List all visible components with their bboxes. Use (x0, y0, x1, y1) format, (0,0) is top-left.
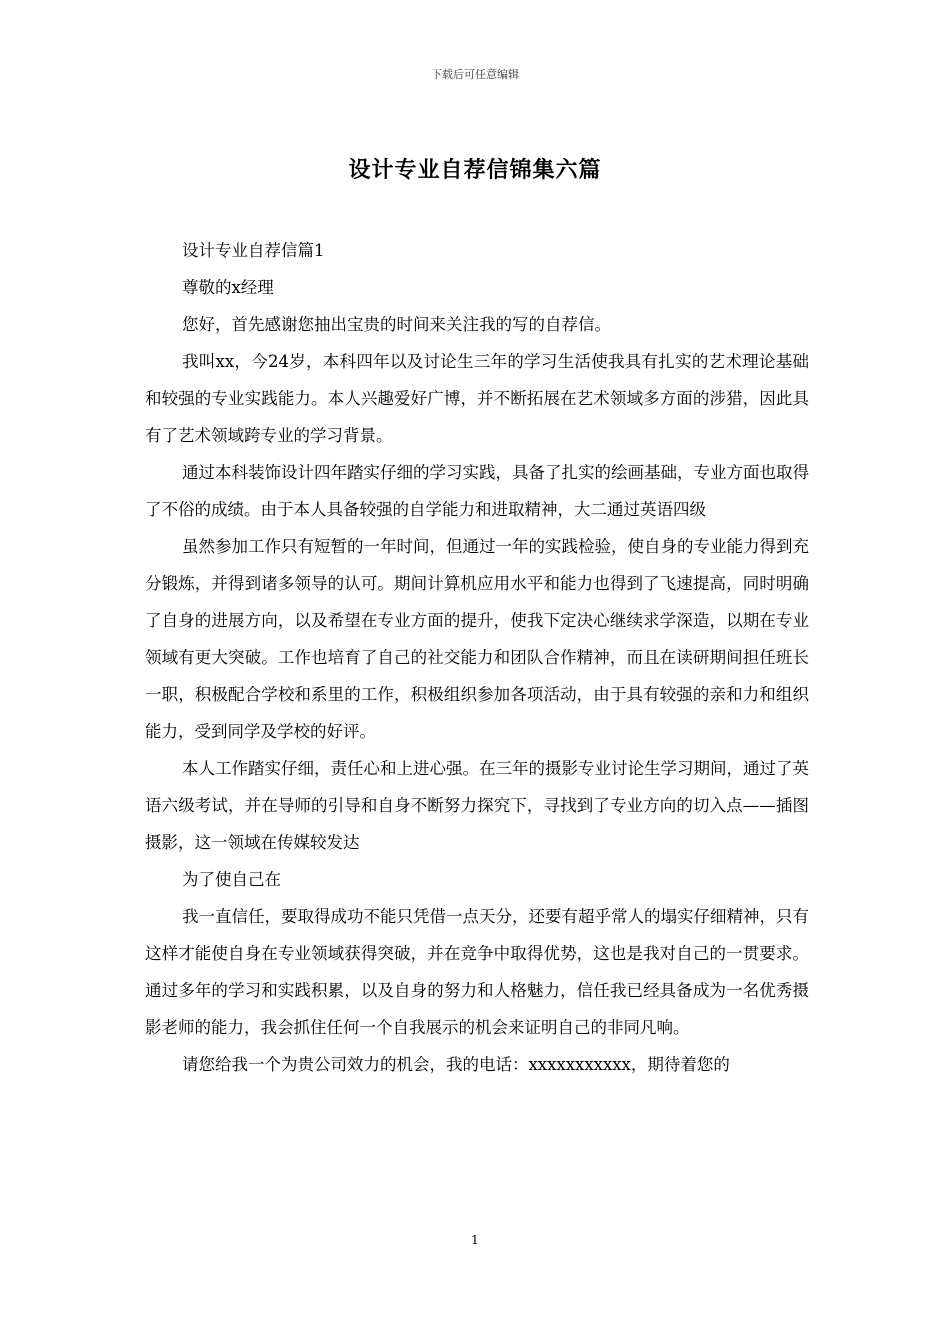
salutation: 尊敬的x经理 (182, 278, 274, 297)
paragraph: 通过本科装饰设计四年踏实仔细的学习实践，具备了扎实的绘画基础，专业方面也取得了不俗的成绩。由于本人具备较强的自学能力和进取精神，大二通过英语四级 (145, 463, 809, 519)
paragraph: 我一直信任，要取得成功不能只凭借一点天分，还要有超乎常人的塌实仔细精神，只有这样才能使自身在专业领域获得突破，并在竞争中取得优势，这也是我对自己的一贯要求。通过多年的学习和实践积累，以及自身的努力和人格魅力，信任我已经具备成为一名优秀摄影老师的能力，我会抓住任何一个自我展示的机会来证明自己的非同凡响。 (145, 907, 809, 1037)
document-body (145, 232, 809, 1083)
paragraph: 我叫xx，今24岁，本科四年以及讨论生三年的学习生活使我具有扎实的艺术理论基础和较强的专业实践能力。本人兴趣爱好广博，并不断拓展在艺术领域多方面的涉猎，因此具有了艺术领域跨专业的学习背景。 (145, 352, 809, 445)
paragraph: 本人工作踏实仔细，责任心和上进心强。在三年的摄影专业讨论生学习期间，通过了英语六级考试，并在导师的引导和自身不断努力探究下，寻找到了专业方向的切入点——插图摄影，这一领域在传媒较发达 (145, 759, 809, 852)
paragraph: 请您给我一个为贵公司效力的机会，我的电话：xxxxxxxxxxx，期待着您的 (182, 1055, 730, 1074)
paragraph: 您好，首先感谢您抽出宝贵的时间来关注我的写的自荐信。 (182, 315, 611, 334)
document-title: 设计专业自荐信锦集六篇 (348, 157, 602, 183)
paragraph: 为了使自己在 (182, 870, 281, 889)
section-heading: 设计专业自荐信篇1 (182, 241, 325, 260)
page-number: 1 (471, 1233, 479, 1247)
page-header: 下载后可任意编辑 (431, 68, 519, 81)
paragraph: 虽然参加工作只有短暂的一年时间，但通过一年的实践检验，使自身的专业能力得到充分锻炼，并得到诸多领导的认可。期间计算机应用水平和能力也得到了飞速提高，同时明确了自身的进展方向，以及希望在专业方面的提升，使我下定决心继续求学深造，以期在专业领域有更大突破。工作也培育了自己的社交能力和团队合作精神，而且在读研期间担任班长一职，积极配合学校和系里的工作，积极组织参加各项活动，由于具有较强的亲和力和组织能力，受到同学及学校的好评。 (145, 537, 809, 741)
